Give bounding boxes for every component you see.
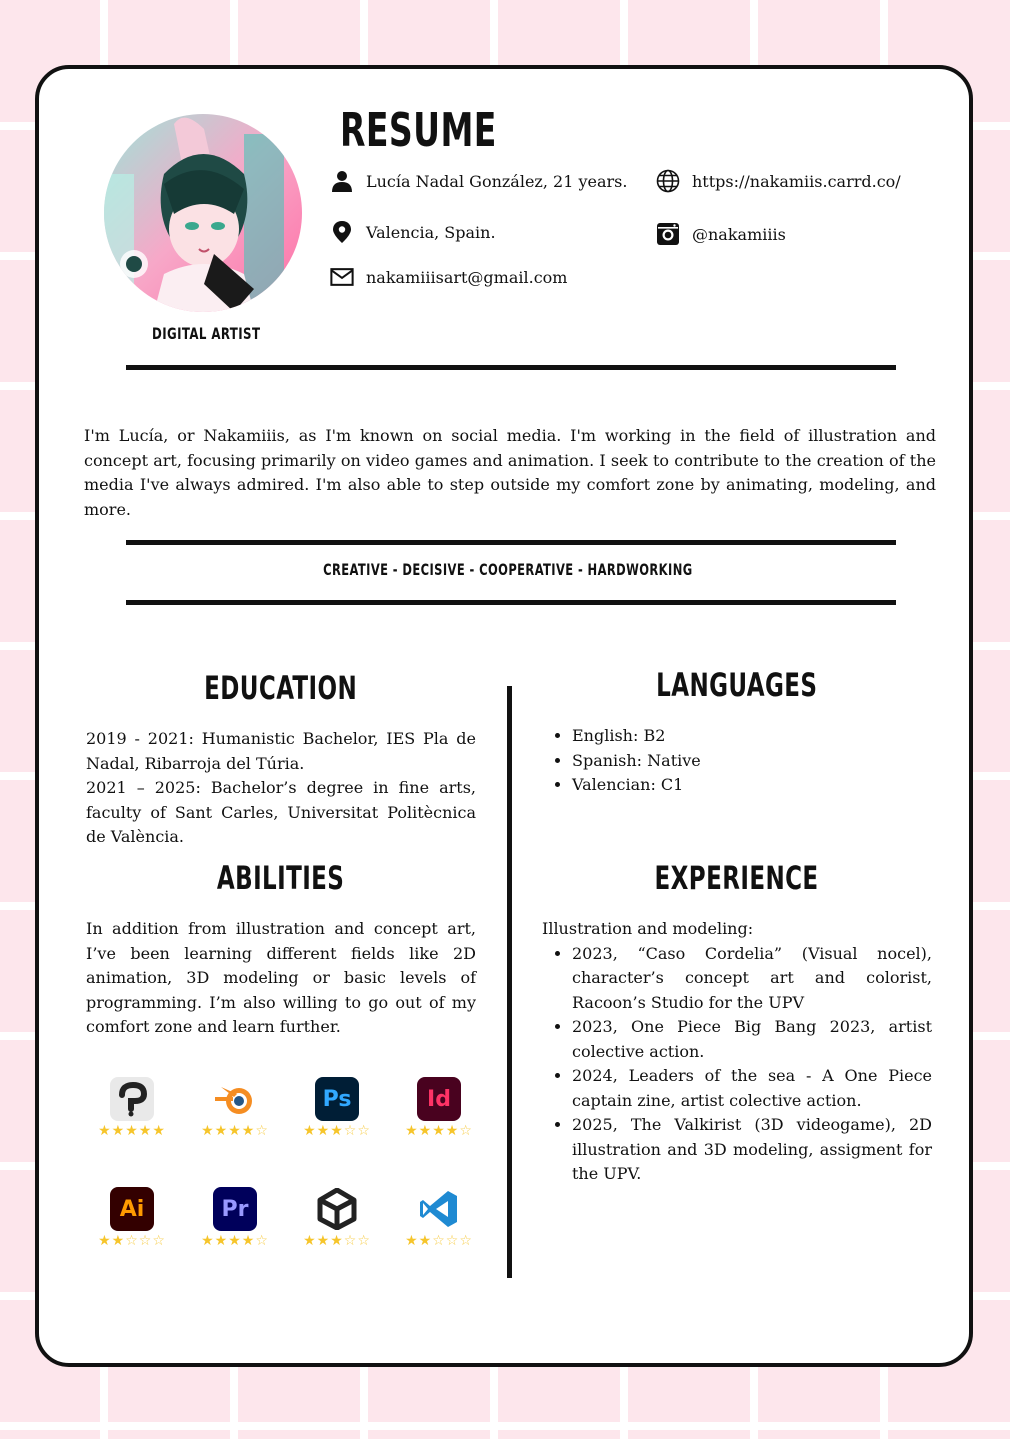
star-filled-icon: ★ (418, 1123, 433, 1139)
name-age-text: Lucía Nadal González, 21 years. (366, 171, 628, 191)
mail-icon (330, 265, 354, 289)
experience-intro: Illustration and modeling: (542, 919, 754, 938)
contact-website[interactable] (656, 169, 901, 193)
star-filled-icon: ★ (241, 1233, 256, 1249)
resume-card (35, 65, 973, 1367)
star-filled-icon: ★ (405, 1123, 419, 1139)
star-filled-icon: ★ (98, 1123, 112, 1139)
clip-studio-icon (110, 1077, 154, 1121)
languages-list (542, 724, 932, 798)
star-filled-icon: ★ (303, 1233, 317, 1249)
star-rating (190, 1123, 280, 1139)
person-icon (330, 169, 354, 193)
star-rating (394, 1233, 484, 1249)
star-empty-icon: ☆ (343, 1123, 358, 1139)
star-rating (292, 1233, 382, 1249)
software-illustrator (87, 1187, 177, 1249)
unity-icon (315, 1187, 359, 1231)
star-rating (87, 1123, 177, 1139)
divider (126, 365, 896, 370)
language-item: • Valencian: C1 (572, 773, 932, 798)
star-empty-icon: ☆ (255, 1233, 269, 1249)
star-rating (394, 1123, 484, 1139)
role-label: DIGITAL ARTIST (152, 324, 261, 343)
star-empty-icon: ☆ (432, 1233, 446, 1249)
star-rating (87, 1233, 177, 1249)
star-empty-icon: ☆ (459, 1123, 473, 1139)
star-filled-icon: ★ (316, 1233, 331, 1249)
star-filled-icon: ★ (418, 1233, 433, 1249)
star-empty-icon: ☆ (357, 1123, 371, 1139)
location-pin-icon (330, 220, 354, 244)
avatar (104, 114, 302, 312)
contact-instagram[interactable] (656, 222, 786, 246)
contact-email[interactable] (330, 265, 567, 289)
software-vscode (394, 1187, 484, 1249)
divider (126, 600, 896, 605)
star-rating (292, 1123, 382, 1139)
software-indesign (394, 1077, 484, 1139)
star-empty-icon: ☆ (357, 1233, 371, 1249)
star-filled-icon: ★ (201, 1123, 215, 1139)
illustrator-icon: Ai (110, 1187, 154, 1231)
education-entry: 2019 - 2021: Humanistic Bachelor, IES Pla de Nadal, Ribarroja del Túria. (86, 729, 476, 773)
blender-icon (213, 1077, 257, 1121)
location-text: Valencia, Spain. (366, 222, 496, 242)
education-list (86, 727, 476, 850)
premiere-icon: Pr (213, 1187, 257, 1231)
email-link[interactable]: nakamiiisart@gmail.com (366, 267, 568, 287)
star-empty-icon: ☆ (138, 1233, 153, 1249)
education-entry: 2021 – 2025: Bachelor’s degree in fine arts, faculty of Sant Carles, Universitat Politècnica de València. (86, 778, 476, 846)
star-filled-icon: ★ (98, 1233, 112, 1249)
star-empty-icon: ☆ (152, 1233, 166, 1249)
star-empty-icon: ☆ (343, 1233, 358, 1249)
star-filled-icon: ★ (330, 1123, 344, 1139)
experience-heading: EXPERIENCE (654, 859, 820, 897)
experience-section (542, 917, 932, 1187)
star-filled-icon: ★ (214, 1123, 229, 1139)
software-unity (292, 1187, 382, 1249)
traits-line: CREATIVE - DECISIVE - COOPERATIVE - HARDWORKING (323, 560, 693, 579)
star-filled-icon: ★ (432, 1123, 446, 1139)
star-filled-icon: ★ (152, 1123, 166, 1139)
instagram-icon (656, 222, 680, 246)
experience-item: • 2023, “Caso Cordelia” (Visual nocel), character’s concept art and colorist, Racoon’s Studio for the UPV (572, 942, 932, 1016)
star-filled-icon: ★ (241, 1123, 256, 1139)
language-item: • Spanish: Native (572, 749, 932, 774)
language-item: • English: B2 (572, 724, 932, 749)
star-rating (190, 1233, 280, 1249)
star-filled-icon: ★ (303, 1123, 317, 1139)
software-premiere (190, 1187, 280, 1249)
star-filled-icon: ★ (316, 1123, 331, 1139)
abilities-heading: ABILITIES (217, 859, 345, 897)
experience-item: • 2023, One Piece Big Bang 2023, artist colective action. (572, 1015, 932, 1064)
star-empty-icon: ☆ (445, 1233, 460, 1249)
experience-item: • 2024, Leaders of the sea - A One Piece captain zine, artist colective action. (572, 1064, 932, 1113)
photoshop-icon: Ps (315, 1077, 359, 1121)
about-paragraph: I'm Lucía, or Nakamiiis, as I'm known on social media. I'm working in the field of illustration and concept art, focusing primarily on video games and animation. I seek to contribute to the creation of the media I've always admired. I'm also able to step outside my comfort zone by animating, modeling, and more. (84, 426, 936, 519)
page-title: RESUME (340, 103, 497, 157)
abilities-paragraph: In addition from illustration and concept art, I’ve been learning different fields like 2D animation, 3D modeling or basic levels of programming. I’m also willing to go out of my comfort zone and learn further. (86, 919, 476, 1036)
star-filled-icon: ★ (228, 1123, 242, 1139)
star-filled-icon: ★ (111, 1233, 126, 1249)
software-photoshop (292, 1077, 382, 1139)
star-filled-icon: ★ (445, 1123, 460, 1139)
vscode-icon (417, 1187, 461, 1231)
indesign-icon: Id (417, 1077, 461, 1121)
star-empty-icon: ☆ (255, 1123, 269, 1139)
website-link[interactable]: https://nakamiis.carrd.co/ (692, 171, 901, 191)
star-filled-icon: ★ (330, 1233, 344, 1249)
star-filled-icon: ★ (228, 1233, 242, 1249)
languages-heading: LANGUAGES (656, 666, 818, 704)
software-clip-studio (87, 1077, 177, 1139)
globe-icon (656, 169, 680, 193)
star-filled-icon: ★ (111, 1123, 126, 1139)
star-empty-icon: ☆ (125, 1233, 139, 1249)
contact-location (330, 220, 496, 244)
star-empty-icon: ☆ (459, 1233, 473, 1249)
column-divider (507, 686, 512, 1278)
star-filled-icon: ★ (405, 1233, 419, 1249)
star-filled-icon: ★ (125, 1123, 139, 1139)
software-blender (190, 1077, 280, 1139)
instagram-handle[interactable]: @nakamiiis (692, 224, 786, 244)
education-heading: EDUCATION (204, 669, 358, 707)
star-filled-icon: ★ (214, 1233, 229, 1249)
contact-name (330, 169, 627, 193)
star-filled-icon: ★ (138, 1123, 153, 1139)
star-filled-icon: ★ (201, 1233, 215, 1249)
experience-item: • 2025, The Valkirist (3D videogame), 2D illustration and 3D modeling, assigment for the UPV. (572, 1113, 932, 1187)
divider (126, 540, 896, 545)
